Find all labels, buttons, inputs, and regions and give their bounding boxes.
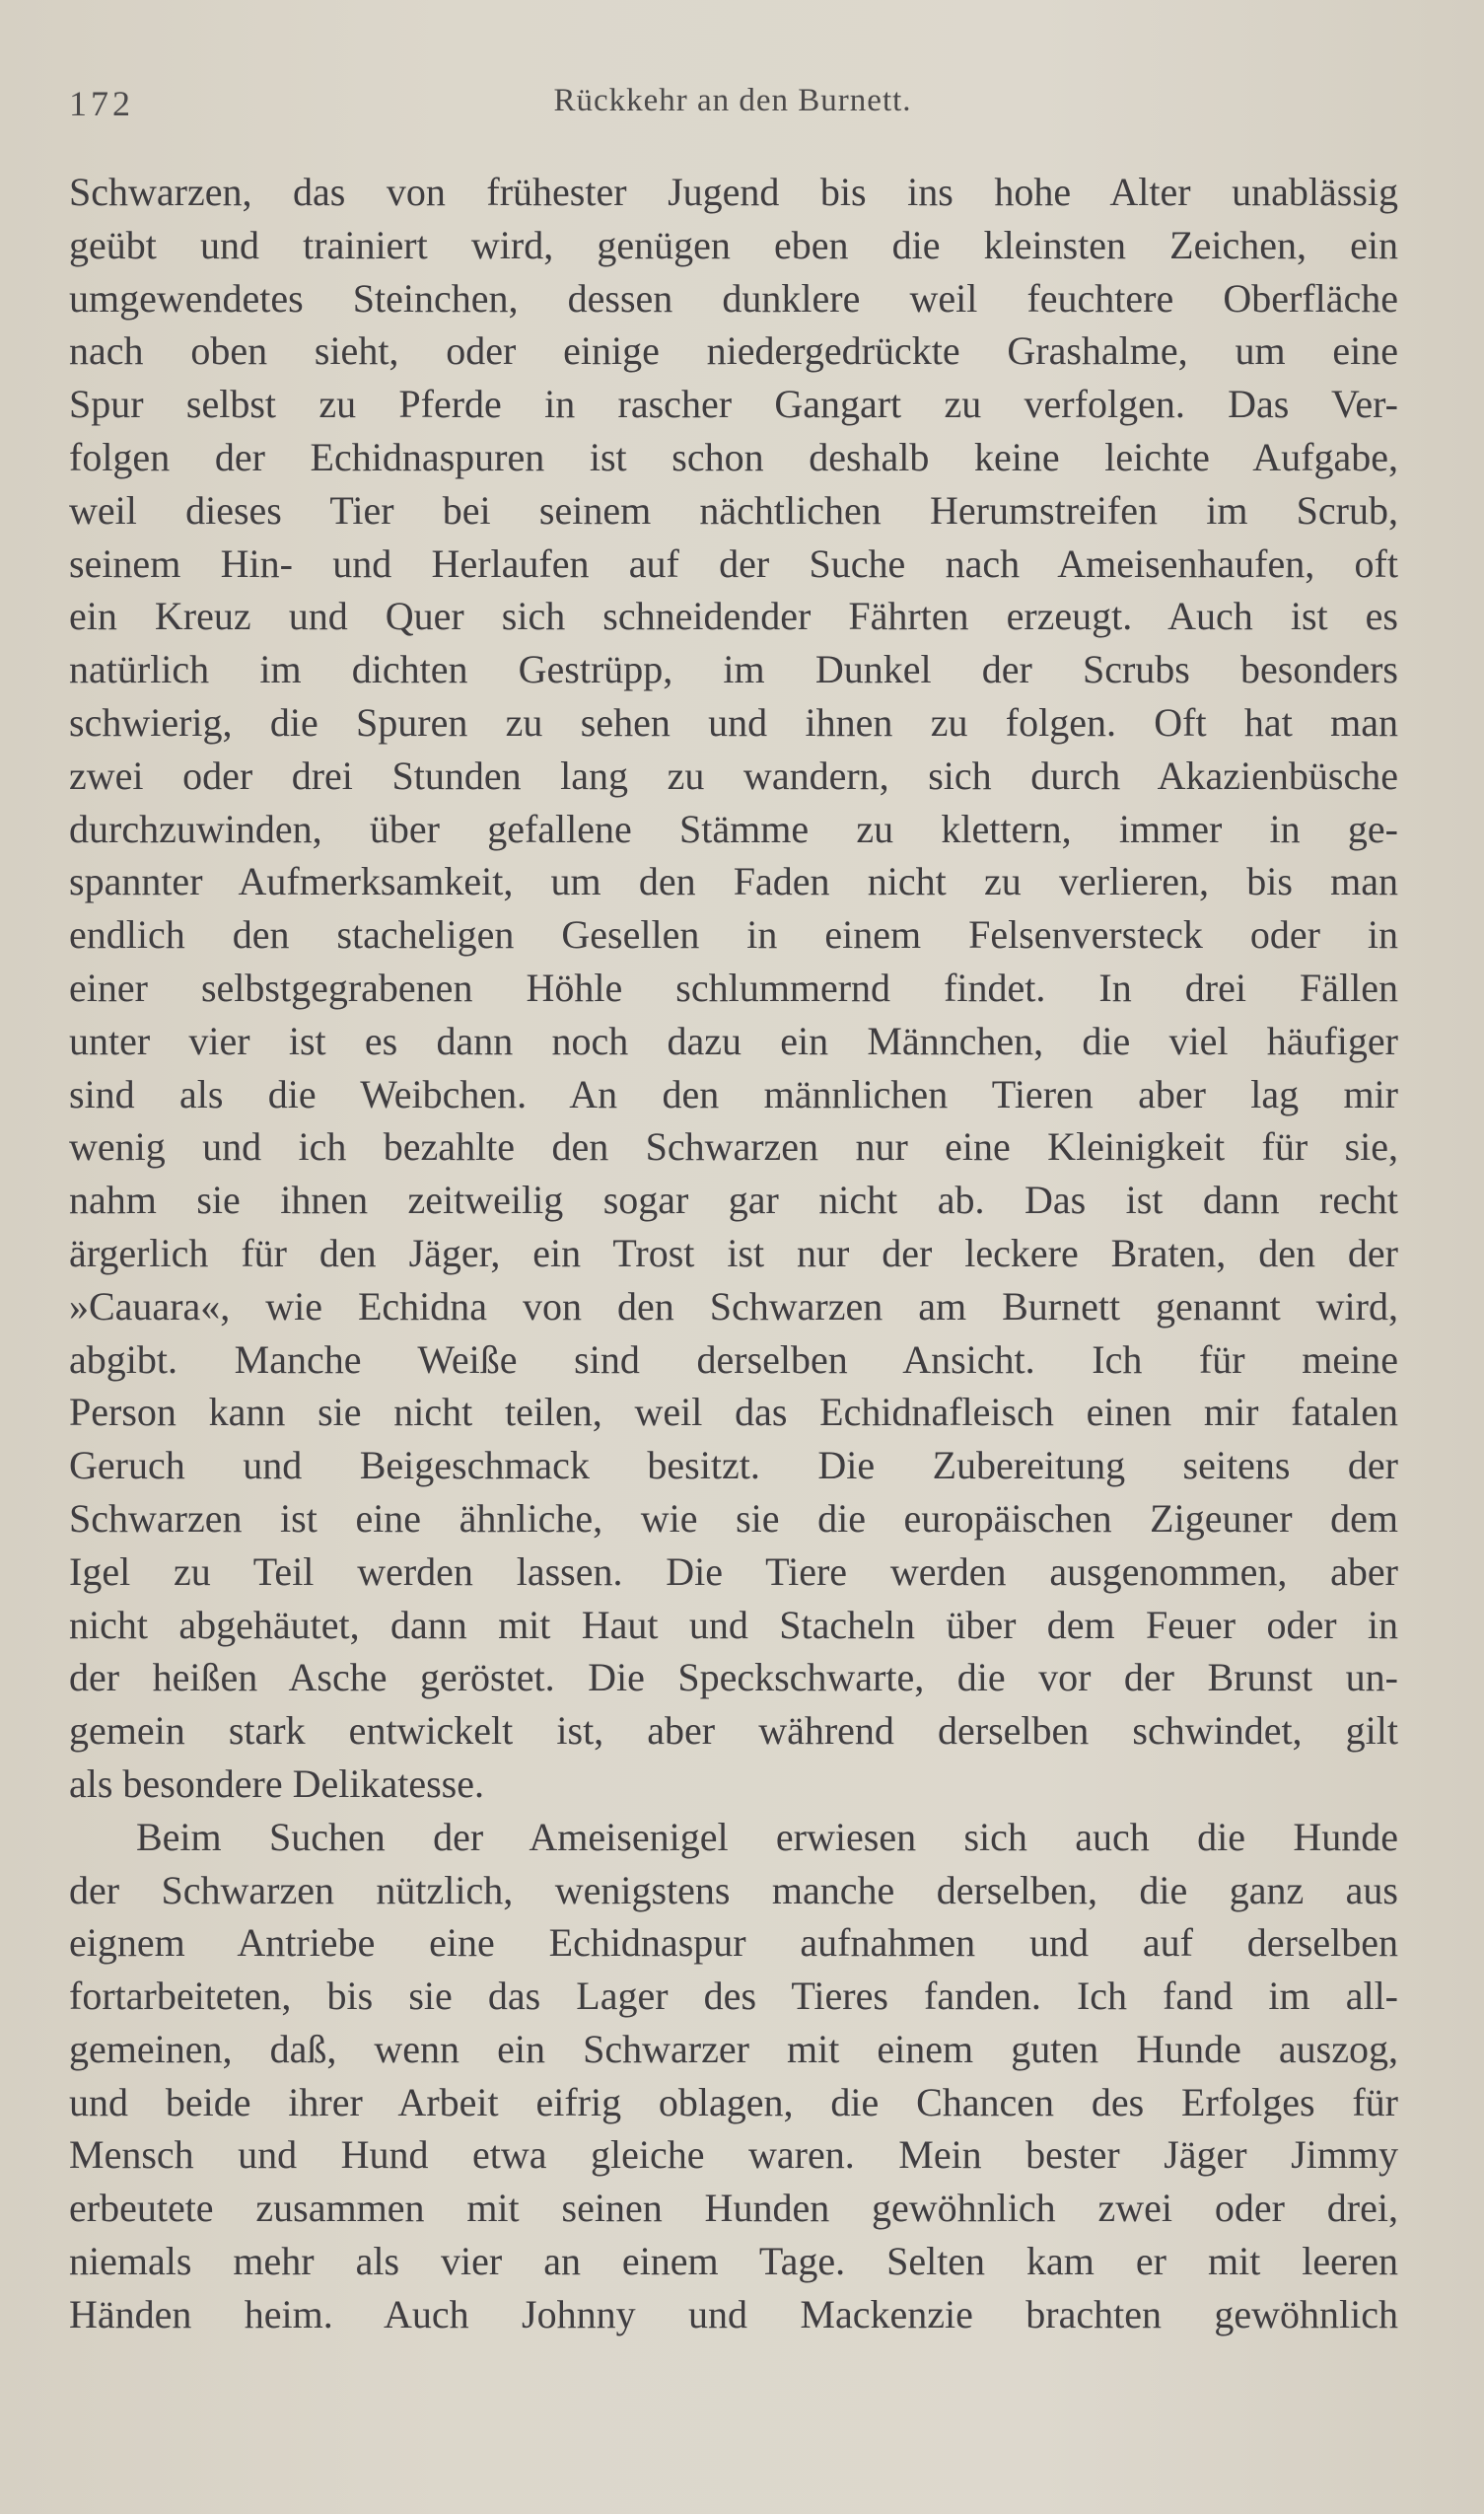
text-line: Händen heim. Auch Johnny und Mackenzie brachten gewöhnlich (69, 2291, 1398, 2336)
text-line: endlich den stacheligen Gesellen in einem Felsenversteck oder in (69, 912, 1398, 958)
text-line: und beide ihrer Arbeit eifrig oblagen, die Chancen des Erfolges für (69, 2079, 1398, 2124)
text-line: als besondere Delikatesse. (69, 1760, 484, 1806)
text-line: ärgerlich für den Jäger, ein Trost ist nur der leckere Braten, den der (69, 1230, 1398, 1275)
text-line: ein Kreuz und Quer sich schneidender Fährten erzeugt. Auch ist es (69, 594, 1398, 639)
text-line: nahm sie ihnen zeitweilig sogar gar nicht ab. Das ist dann recht (69, 1178, 1398, 1223)
text-line: Geruch und Beigeschmack besitzt. Die Zubereitung seitens der (69, 1443, 1398, 1488)
text-line: sind als die Weibchen. An den männlichen Tieren aber lag mir (69, 1071, 1398, 1116)
text-line: nicht abgehäutet, dann mit Haut und Stacheln über dem Feuer oder in (69, 1602, 1398, 1647)
text-line: Spur selbst zu Pferde in rascher Gangart zu verfolgen. Das Ver- (69, 382, 1398, 427)
page-number: 172 (69, 84, 134, 123)
text-line: gemein stark entwickelt ist, aber während derselben schwindet, gilt (69, 1708, 1398, 1754)
text-line: zwei oder drei Stunden lang zu wandern, sich durch Akazienbüsche (69, 753, 1398, 798)
text-line: durchzuwinden, über gefallene Stämme zu klettern, immer in ge- (69, 806, 1398, 851)
text-line: niemals mehr als vier an einem Tage. Selten kam er mit leeren (69, 2239, 1398, 2284)
text-line: natürlich im dichten Gestrüpp, im Dunkel der Scrubs besonders (69, 647, 1398, 692)
text-line: geübt und trainiert wird, genügen eben die kleinsten Zeichen, ein (69, 222, 1398, 267)
text-line: schwierig, die Spuren zu sehen und ihnen zu folgen. Oft hat man (69, 699, 1398, 745)
text-line: spannter Aufmerksamkeit, um den Faden nicht zu verlieren, bis man (69, 859, 1398, 904)
text-line: Person kann sie nicht teilen, weil das Echidnafleisch einen mir fatalen (69, 1390, 1398, 1435)
text-line: der heißen Asche geröstet. Die Speckschwarte, die vor der Brunst un- (69, 1655, 1398, 1700)
text-line: folgen der Echidnaspuren ist schon deshalb keine leichte Aufgabe, (69, 434, 1398, 479)
text-line: wenig und ich bezahlte den Schwarzen nur eine Kleinigkeit für sie, (69, 1124, 1398, 1170)
text-line: Schwarzen, das von frühester Jugend bis ins hohe Alter unablässig (69, 170, 1398, 214)
text-line: Beim Suchen der Ameisenigel erwiesen sich auch die Hunde (136, 1814, 1398, 1859)
text-line: der Schwarzen nützlich, wenigstens manche derselben, die ganz aus (69, 1867, 1398, 1912)
text-line: »Cauara«, wie Echidna von den Schwarzen am Burnett genannt wird, (69, 1283, 1398, 1329)
text-line: eignem Antriebe eine Echidnaspur aufnahmen und auf derselben (69, 1920, 1398, 1966)
paragraph (69, 166, 1398, 1811)
text-line: fortarbeiteten, bis sie das Lager des Tieres fanden. Ich fand im all- (69, 1974, 1398, 2019)
paragraph (69, 1811, 1398, 2341)
text-line: Mensch und Hund etwa gleiche waren. Mein bester Jäger Jimmy (69, 2132, 1398, 2178)
page-header (67, 83, 1398, 132)
text-line: seinem Hin- und Herlaufen auf der Suche nach Ameisenhaufen, oft (69, 540, 1398, 586)
text-line: erbeutete zusammen mit seinen Hunden gewöhnlich zwei oder drei, (69, 2186, 1398, 2231)
text-line: Igel zu Teil werden lassen. Die Tiere werden ausgenommen, aber (69, 1548, 1398, 1594)
text-line: einer selbstgegrabenen Höhle schlummernd findet. In drei Fällen (69, 965, 1398, 1010)
text-line: nach oben sieht, oder einige niedergedrückte Grashalme, um eine (69, 328, 1398, 374)
text-line: Schwarzen ist eine ähnliche, wie sie die europäischen Zigeuner dem (69, 1495, 1398, 1541)
text-line: gemeinen, daß, wenn ein Schwarzer mit einem guten Hunde auszog, (69, 2026, 1398, 2071)
body-text (69, 166, 1398, 2341)
text-line: unter vier ist es dann noch dazu ein Männchen, die viel häufiger (69, 1018, 1398, 1063)
text-line: weil dieses Tier bei seinem nächtlichen Herumstreifen im Scrub, (69, 487, 1398, 533)
text-line: abgibt. Manche Weiße sind derselben Ansicht. Ich für meine (69, 1336, 1398, 1382)
text-line: umgewendetes Steinchen, dessen dunklere weil feuchtere Oberfläche (69, 275, 1398, 321)
running-title: Rückkehr an den Burnett. (553, 83, 912, 118)
